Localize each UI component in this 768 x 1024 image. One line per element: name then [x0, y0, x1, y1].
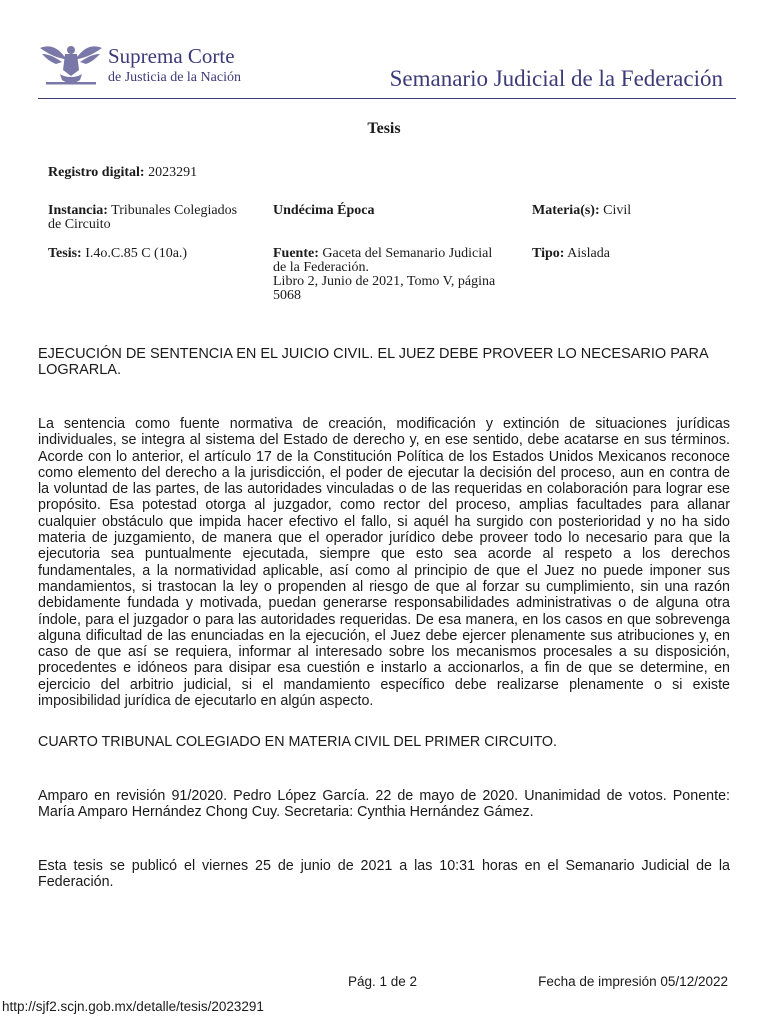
materia-value: Civil — [603, 203, 632, 218]
instancia — [48, 204, 263, 232]
tipo-value: Aislada — [567, 246, 610, 261]
tesis-number — [48, 247, 187, 261]
fuente — [273, 247, 528, 303]
fuente-value-line2: de la Federación. — [273, 260, 370, 275]
precedent-text: Amparo en revisión 91/2020. Pedro López García. 22 de mayo de 2020. Unanimidad de votos. Ponente: María Amparo Hernández Chong Cuy. Secretaria: Cynthia Hernández Gámez. — [38, 788, 730, 821]
source-url[interactable]: http://sjf2.scjn.gob.mx/detalle/tesis/2023291 — [2, 999, 264, 1014]
publication-note: Esta tesis se publicó el viernes 25 de junio de 2021 a las 10:31 horas en el Semanario Judicial de la Federación. — [38, 858, 730, 891]
document-title: Tesis — [367, 120, 401, 137]
registro-value: 2023291 — [148, 165, 198, 180]
header-divider — [38, 98, 736, 99]
tesis-value: I.4o.C.85 C (10a.) — [85, 246, 188, 261]
scjn-logo — [38, 40, 328, 90]
fuente-label: Fuente: — [273, 246, 319, 261]
page-number: Pág. 1 de 2 — [348, 974, 418, 989]
fuente-value-line1: Gaceta del Semanario Judicial — [322, 246, 493, 261]
materia-label: Materia(s): — [532, 203, 600, 218]
org-subtitle: de Justicia de la Nación — [108, 70, 241, 85]
registro-digital — [48, 166, 197, 180]
tipo — [532, 247, 610, 261]
publication-title: Semanario Judicial de la Federación — [389, 66, 723, 91]
eagle-emblem-icon — [38, 40, 104, 86]
thesis-heading: EJECUCIÓN DE SENTENCIA EN EL JUICIO CIVIL. EL JUEZ DEBE PROVEER LO NECESARIO PARA LOGRARLA. — [38, 346, 708, 378]
instancia-label: Instancia: — [48, 203, 108, 218]
thesis-body-text: La sentencia como fuente normativa de creación, modificación y extinción de situaciones jurídicas individuales, se integra al sistema del Estado de derecho y, en ese sentido, debe acatarse en sus términos. Acorde con lo anterior, el artículo 17 de la Constitución Política de los Estados Unidos Mexicanos reconoce como elemento del derecho a la jurisdicción, el poder de ejecutar la decisión del proceso, aun en contra de la voluntad de las partes, de las autoridades vinculadas o de las requeridas en colaboración para lograr ese propósito. Esa potestad otorga al juzgador, como rector del proceso, amplias facultades para allanar cualquier obstáculo que impida hacer efectivo el fallo, si aquél ha surgido con posterioridad y no ha sido materia de juzgamiento, de manera que el operador jurídico debe proveer todo lo necesario para que la ejecutoria sea puntualmente ejecutada, siempre que esto sea acorde al respeto a los derechos fundamentales, a la normatividad aplicable, así como al principio de que el Juez no puede imponer sus mandamientos, si trastocan la ley o propenden al riesgo de que al forzar su cumplimiento, sin una razón debidamente fundada y motivada, puedan generarse responsabilidades administrativas o de alguna otra índole, para el juzgador o para las autoridades requeridas. De esa manera, en los casos en que sobrevenga alguna dificultad de las enunciadas en la ejecución, el Juez debe ejercer plenamente sus atribuciones y, en caso de que así se requiera, informar al interesado sobre los mecanismos procesales a su disposición, procedentes e idóneos para disipar esa cuestión e instarlo a accionarlos, a fin de que se determine, en ejercicio del arbitrio judicial, si el mandamiento específico debe realizarse plenamente o si existe imposibilidad jurídica de ejecutarlo en algún aspecto. — [38, 416, 730, 710]
tesis-label: Tesis: — [48, 246, 82, 261]
org-name: Suprema Corte — [108, 44, 235, 68]
materia — [532, 204, 631, 218]
registro-label: Registro digital: — [48, 165, 145, 180]
instancia-value-line2: de Circuito — [48, 217, 111, 232]
epoca — [273, 204, 375, 218]
print-date: Fecha de impresión 05/12/2022 — [538, 974, 728, 989]
epoca-value: Undécima Época — [273, 203, 375, 218]
issuing-court: CUARTO TRIBUNAL COLEGIADO EN MATERIA CIVIL DEL PRIMER CIRCUITO. — [38, 734, 558, 750]
fuente-value-line4: 5068 — [273, 288, 301, 303]
fuente-value-line3: Libro 2, Junio de 2021, Tomo V, página — [273, 274, 496, 289]
instancia-value-line1: Tribunales Colegiados — [111, 203, 238, 218]
tipo-label: Tipo: — [532, 246, 565, 261]
